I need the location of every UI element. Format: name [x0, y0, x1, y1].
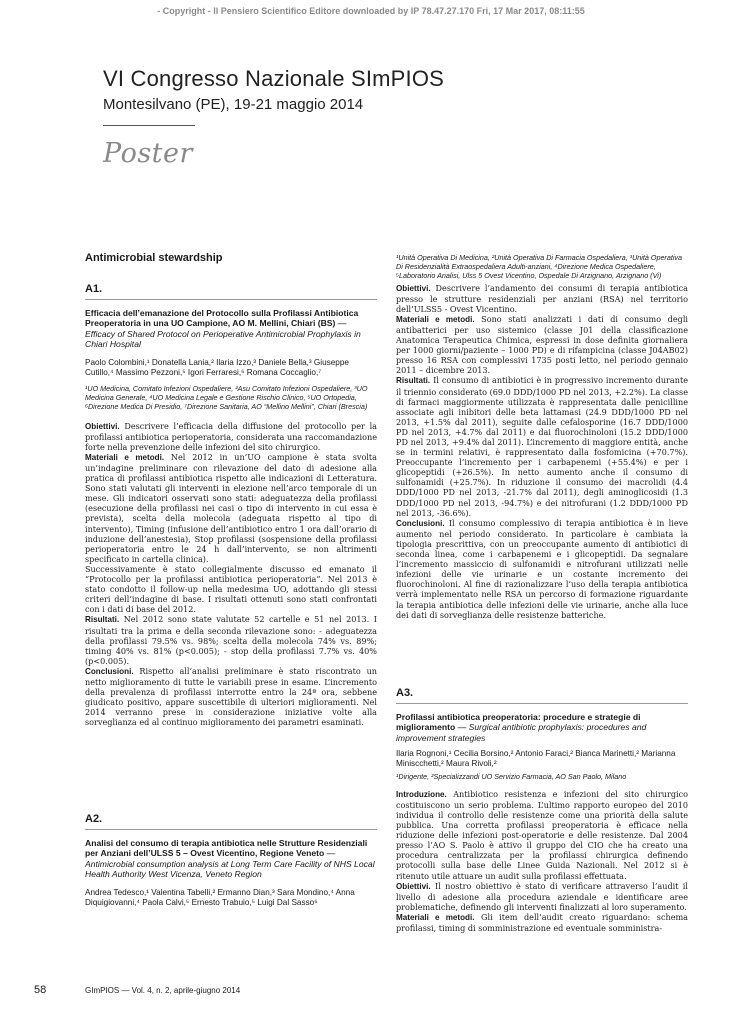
- a3-title: Profilassi antibiotica preoperatoria: procedure e strategie di miglioramento — Surgical antibiotic prophylaxis: procedures and improvement strategies: [396, 712, 647, 743]
- a3-metodi: Materiali e metodi. Gli item dell’audit creato riguardano: schema profilassi, timing di somministrazione ed eventuale somministra-: [396, 911, 688, 934]
- a3-affiliations: ¹Dirigente, ²Specializzandi UO Servizio Farmacia, AO San Paolo, Milano: [396, 771, 627, 781]
- title-rule: [103, 125, 195, 126]
- a2-authors: Andrea Tedesco,¹ Valentina Tabelli,² Ermanno Dian,³ Sara Mondino,⁴ Anna Diquigiovanni,⁴ Paola Calvi,⁵ Ernesto Trabuio,⁵ Luigi Dal Sasso⁶: [85, 887, 355, 907]
- a1-metodi: Materiali e metodi. Nel 2012 in un’UO campione è stata svolta un’indagine preliminare con rilevazione del dato di adesione alla pratica di profilassi antibiotica rispetto alle indicazioni di Letteratura. Sono stati valutati gli interventi in elezione nell’arco temporale di un mese. Gli indicatori osservati sono stati: adeguatezza della profilassi (esecuzione della profilassi nei casi o tipo di intervento in cui essa è prevista), scelta della molecola (adeguata rispetto al tipo di intervento), Timing (infusione dell’antibiotico entro 1 ora dall’orario di induzione dell’anestesia), Stop profilassi (sospensione della profilassi perioperatoria entro le 24 h dall’intervento, se non altrimenti specificato in cartella clinica).: [85, 451, 377, 564]
- a1-conclusioni: Conclusioni. Rispetto all’analisi preliminare è stato riscontrato un netto miglioramento di tutte le variabili prese in esame. L’incremento della prevalenza di profilassi interrotte entro la 24ª ora, sebbene giudicato positivo, appare suscettibile di ulteriori miglioramenti. Nel 2014 verranno prese in considerazione iniziative volte alla sorveglianza ed al continuo miglioramento dei parametri esaminati.: [85, 665, 377, 728]
- congress-title: VI Congresso Nazionale SImPIOS: [103, 66, 445, 91]
- a2-obiettivi: Obiettivi. Descrivere l’andamento dei consumi di terapia antibiotica presso le strutture residenziali per anziani (RSA) nel territorio dell’ULSS5 - Ovest Vicentino.: [396, 282, 688, 314]
- a1-risultati: Risultati. Nel 2012 sono state valutate 52 cartelle e 51 nel 2013. I risultati tra la prima e della seconda rilevazione sono: - adeguatezza della profilassi 79.5% vs. 98%; scelta della molecola 74% vs. 89%; timing 40% vs. 81% (p<0.005); - stop della profilassi 7.7% vs. 40% (p<0.005).: [85, 614, 377, 666]
- a1-authors: Paolo Colombini,¹ Donatella Lania,² Ilaria Izzo,³ Daniele Bella,³ Giuseppe Cutillo,⁴ Massimo Pezzoni,⁵ Igori Ferraresi,⁶ Romana Coccaglio,⁷: [85, 357, 349, 377]
- a1-title: Efficacia dell’emanazione del Protocollo sulla Profilassi Antibiotica Preoperatoria in una UO Campione, AO M. Mellini, Chiari (BS) — Efficacy of Shared Protocol on Perioperative Antimicrobial Prophylaxis in Chiari Hospital: [85, 308, 361, 350]
- a3-authors: Ilaria Rognoni,¹ Cecilia Borsino,² Antonio Faraci,² Bianca Marinetti,² Marianna Miniscchetti,² Maura Rivoli,²: [396, 749, 676, 769]
- a1-obiettivi: Obiettivi. Descrivere l’efficacia della diffusione del protocollo per la profilassi antibiotica perioperatoria, considerata una raccomandazione forte nella prevenzione delle infezioni del sito chirurgico.: [85, 420, 377, 452]
- a3-divider: [396, 703, 688, 704]
- a3-article: [396, 712, 688, 933]
- a2-article-body: [396, 253, 688, 620]
- a2-conclusioni: Conclusioni. Il consumo complessivo di terapia antibiotica è in lieve aumento nel periodo considerato. In particolare è cambiata la tipologia prescrittiva, con un preoccupante aumento di antibiotici di seconda linea, come i carbapenemi e i glicopeptidi. Da segnalare l’incremento massiccio di sulfonamidi e nitrofurani utilizzati nelle infezioni delle vie urinarie e un costante incremento dei fluorochinoloni. Al fine di razionalizzare l’uso della terapia antibiotica verrà implementato nelle RSA un percorso di formazione riguardante la terapia antibiotica delle infezioni delle vie urinarie, anche alla luce dei dati di sorveglianza delle resistenze batteriche.: [396, 517, 688, 620]
- copyright-notice: - Copyright - Il Pensiero Scientifico Editore downloaded by IP 78.47.27.170 Fri, 17 Mar 2017, 08:11:55: [157, 6, 585, 16]
- a3-introduzione: Introduzione. Antibiotico resistenza e infezioni del sito chirurgico costituiscono un serio problema. L’ultimo rapporto europeo del 2010 individua il controllo delle resistenze come una priorità della salute pubblica. Una corretta profilassi preoperatoria è efficace nella riduzione delle infezioni post-operatorie e delle resistenze. Dal 2004 presso l’AO S. Paolo è attivo il gruppo del CIO che ha creato una procedura centralizzata per la profilassi chirurgica definendo protocolli sulla base delle Linee Guida Nazionali. Nel 2012 si è ritenuto utile attuare un audit sulla profilassi effettuata.: [396, 788, 688, 881]
- a3-label: A3.: [396, 687, 414, 699]
- a2-label: A2.: [85, 813, 103, 825]
- a1-affiliations: ¹UO Medicina, Comitato Infezioni Ospedaliere, ²Asu Comitato Infezioni Ospedaliere, ³UO Medicina Generale, ⁴UO Medicina Legale e Gestione Rischio Clinico, ⁵UO Ortopedia, ⁶Direzione Medica Di Presidio, ⁷Direzione Sanitaria, AO “Mellino Mellini”, Chiari (Brescia): [85, 384, 368, 412]
- a1-label: A1.: [85, 283, 103, 295]
- journal-footer: GImPIOS — Vol. 4, n. 2, aprile-giugno 2014: [85, 986, 241, 995]
- a1-divider: [85, 299, 377, 300]
- a2-divider: [85, 829, 377, 830]
- a2-article-head: [85, 838, 377, 908]
- page-number: 58: [34, 984, 47, 996]
- a2-metodi: Materiali e metodi. Sono stati analizzati i dati di consumo degli antibatterici per uso sistemico (classe J01 della classificazione Anatomica Terapeutica Chimica, espressi in dose definita giornaliera per 1000 giorni/paziente – 1000 PD) e di rifampicina (classe J04AB02) presso 16 RSA con complessivi 1735 posti letto, nel periodo gennaio 2011 – dicembre 2013.: [396, 313, 688, 376]
- a1-metodi-2: Successivamente è stato collegialmente discusso ed emanato il “Protocollo per la profilassi antibiotica perioperatoria”. Nel 2013 è stato condotto il follow-up nella medesima UO, adottando gli stessi criteri dell’indagine di base. I risultati ottenuti sono stati confrontati con i dati di base del 2012.: [85, 563, 377, 615]
- poster-heading: Poster: [103, 138, 193, 169]
- a3-obiettivi: Obiettivi. Il nostro obiettivo è stato di verificare attraverso l’audit il livello di adesione alla procedura aziendale e identificare aree problematiche, definendo gli interventi finalizzati al loro superamento.: [396, 880, 688, 912]
- a1-article: [85, 308, 377, 727]
- a2-title: Analisi del consumo di terapia antibiotica nelle Strutture Residenziali per Anziani dell’ULSS 5 – Ovest Vicentino, Regione Veneto — Antimicrobial consumption analysis at Long Term Care Facility of NHS Local Health Authority West Vicenza, Veneto Region: [85, 838, 375, 880]
- congress-subtitle: Montesilvano (PE), 19-21 maggio 2014: [103, 96, 364, 113]
- section-title: Antimicrobial stewardship: [85, 252, 223, 264]
- a2-affiliations: ¹Unità Operativa Di Medicina, ²Unità Operativa Di Farmacia Ospedaliera, ³Unità Operativa Di Residenzialità Extraospedaliera Adulti-anziani, ⁴Direzione Medica Ospedaliere, ⁵Laboratorio Analisi, Ulss 5 Ovest Vicentino, Ospedale Di Arzignano, Arzignano (Vi): [396, 253, 683, 281]
- a2-risultati: Risultati. Il consumo di antibiotici è in progressivo incremento durante il triennio considerato (69.0 DDD/1000 PD nel 2013, +2.2%). La classe di farmaci maggiormente utilizzata è rappresentata dalle penicilline associate agli inibitori delle beta lattamasi (24.9 DDD/1000 PD nel 2013, +1.5% dal 2011), seguite dalle cefalosporine (16.7 DDD/1000 PD nel 2013, +4.7% dal 2011) e dai fluorochinoloni (15.2 DDD/1000 PD nel 2013, +9.4% dal 2011). L’incremento di maggiore entità, anche se in termini relativi, è rappresentato dalla fosfomicina (+70.7%). Preoccupante l’incremento per i carbapenemi (+55.4%) e per i glicopeptidi (+26.5%). In netto aumento anche il consumo di sulfonamidi (+25.7%). In riduzione il consumo dei macrolidi (4.4 DDD/1000 PD nel 2013, -21.7% dal 2011), degli aminoglicosidi (1.3 DDD/1000 PD nel 2013, -94.7%) e dei nitrofurani (1.2 DDD/1000 PD nel 2013, -36.6%).: [396, 375, 688, 518]
